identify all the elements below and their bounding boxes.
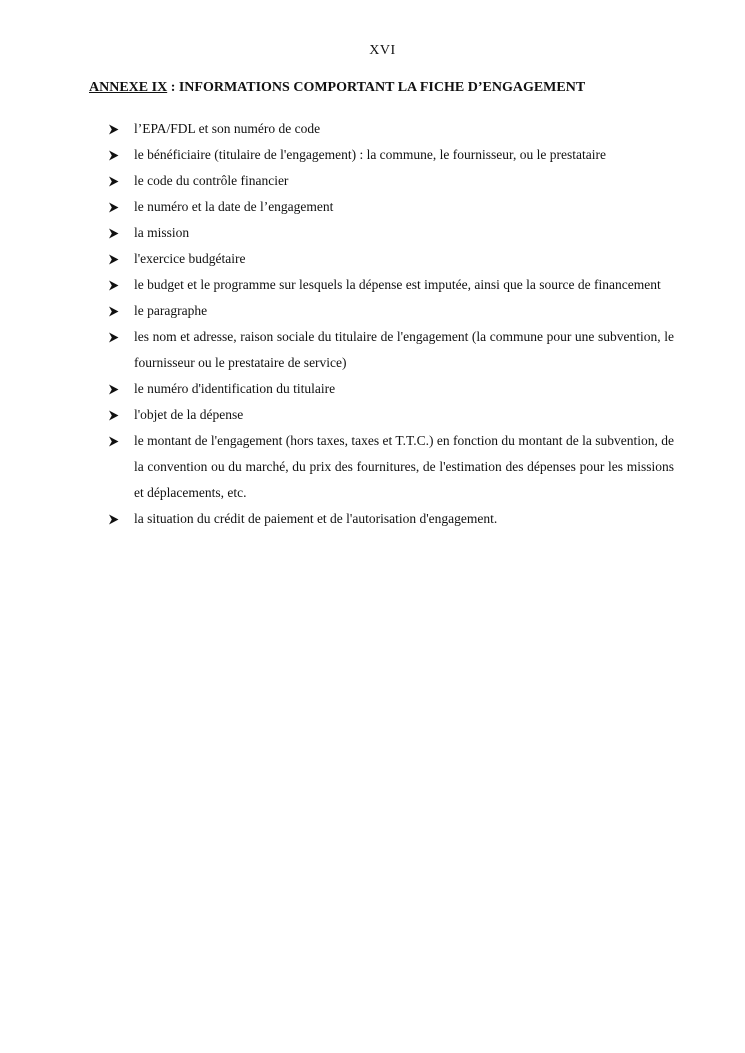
list-item — [108, 194, 674, 220]
list-item-text: le numéro et la date de l’engagement — [134, 199, 334, 214]
annex-separator: : — [167, 80, 179, 95]
list-item — [108, 428, 674, 506]
arrow-bullet-icon — [108, 168, 134, 194]
list-item — [108, 142, 674, 168]
list-item — [108, 168, 674, 194]
list-item — [108, 376, 674, 402]
list-item-text: la mission — [134, 225, 190, 240]
annex-heading — [89, 78, 689, 98]
arrow-bullet-icon — [108, 194, 134, 220]
list-item — [108, 272, 674, 298]
list-item-text: la situation du crédit de paiement et de l'autorisation d'engagement. — [134, 511, 498, 526]
list-item-text: le paragraphe — [134, 303, 208, 318]
list-item-text: le code du contrôle financier — [134, 173, 289, 188]
arrow-bullet-icon — [108, 402, 134, 428]
list-item-text: l'exercice budgétaire — [134, 251, 246, 266]
list-item — [108, 220, 674, 246]
list-item — [108, 116, 674, 142]
arrow-bullet-icon — [108, 116, 134, 142]
arrow-bullet-icon — [108, 298, 134, 324]
arrow-bullet-icon — [108, 428, 134, 454]
list-item — [108, 506, 674, 532]
arrow-bullet-icon — [108, 506, 134, 532]
list-item — [108, 402, 674, 428]
list-item — [108, 324, 674, 376]
arrow-bullet-icon — [108, 142, 134, 168]
page-number: XVI — [369, 43, 396, 58]
arrow-bullet-icon — [108, 246, 134, 272]
list-item-text: le bénéficiaire (titulaire de l'engagement) : la commune, le fournisseur, ou le prestataire — [134, 147, 606, 162]
list-item-text: les nom et adresse, raison sociale du titulaire de l'engagement (la commune pour une subvention, le fournisseur ou le prestataire de service) — [134, 329, 674, 370]
annex-label: ANNEXE IX — [89, 80, 168, 95]
arrow-bullet-icon — [108, 324, 134, 350]
list-item-text: l’EPA/FDL et son numéro de code — [134, 121, 321, 136]
arrow-bullet-icon — [108, 272, 134, 298]
arrow-bullet-icon — [108, 376, 134, 402]
annex-title: INFORMATIONS COMPORTANT LA FICHE D’ENGAGEMENT — [178, 80, 586, 95]
list-item — [108, 298, 674, 324]
list-item-text: l'objet de la dépense — [134, 407, 244, 422]
list-item-text: le numéro d'identification du titulaire — [134, 381, 336, 396]
engagement-info-list — [108, 116, 674, 532]
arrow-bullet-icon — [108, 220, 134, 246]
list-item-text: le montant de l'engagement (hors taxes, taxes et T.T.C.) en fonction du montant de la subvention, de la convention ou du marché, du prix des fournitures, de l'estimation des dépenses pour les missions et déplacements, etc. — [134, 433, 674, 500]
list-item-text: le budget et le programme sur lesquels la dépense est imputée, ainsi que la source de financement — [134, 277, 661, 292]
list-item — [108, 246, 674, 272]
